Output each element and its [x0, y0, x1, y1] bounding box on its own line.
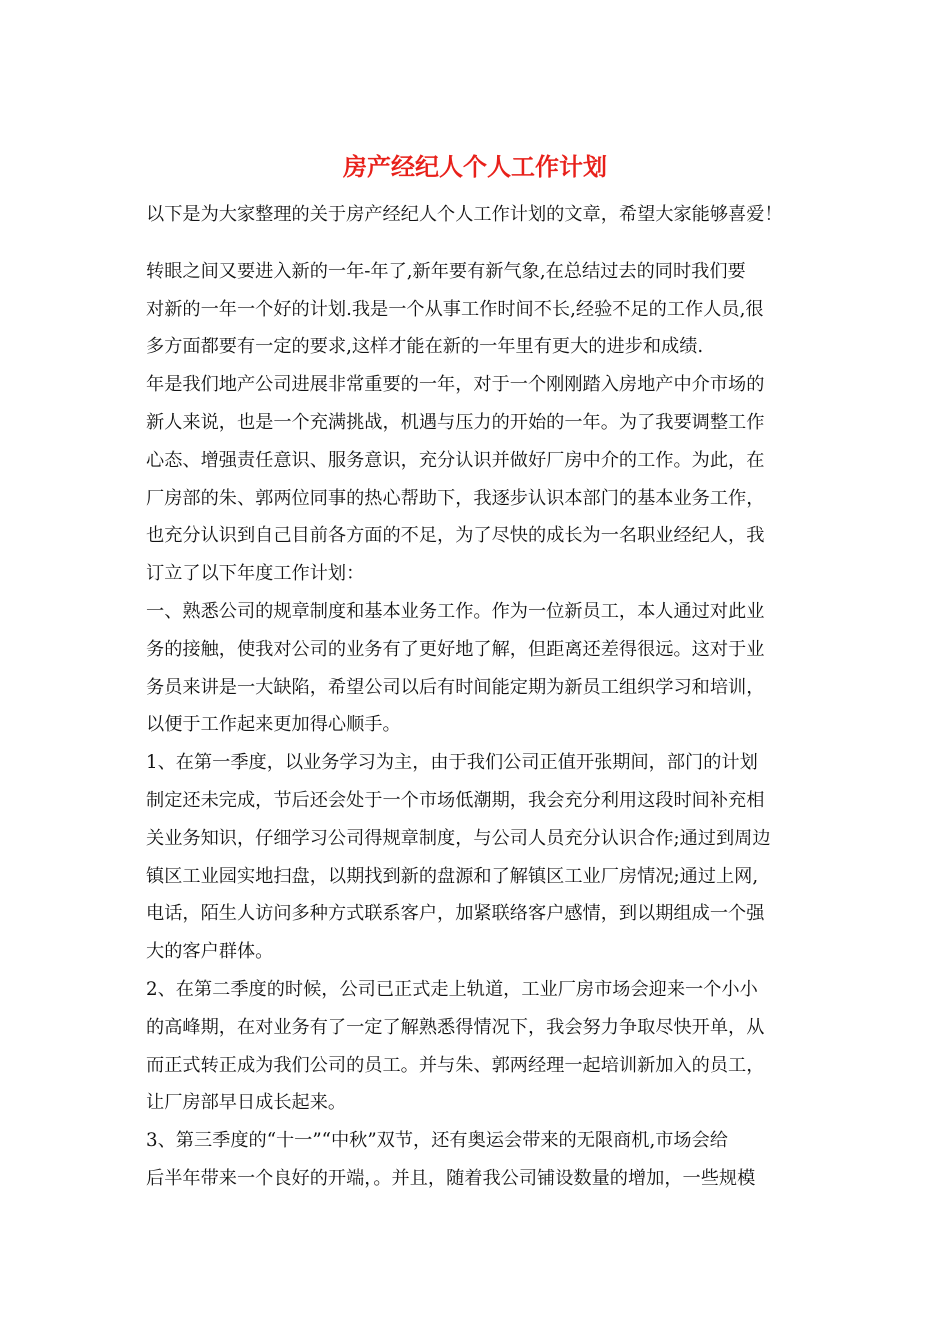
- text-line: 务的接触，使我对公司的业务有了更好地了解，但距离还差得很远。这对于业: [146, 638, 765, 660]
- text-line: 让厂房部早日成长起来。: [146, 1092, 347, 1114]
- document-title: 房产经纪人个人工作计划: [343, 152, 607, 181]
- text-line: 大的客户群体。: [146, 941, 274, 963]
- text-line: 订立了以下年度工作计划：: [146, 563, 365, 585]
- text-line: 电话，陌生人访问多种方式联系客户，加紧联络客户感情，到以期组成一个强: [146, 903, 765, 925]
- text-line: 多方面都要有一定的要求,这样才能在新的一年里有更大的进步和成绩.: [146, 336, 704, 358]
- paragraph-gap: [146, 234, 806, 253]
- text-line: 的高峰期，在对业务有了一定了解熟悉得情况下，我会努力争取尽快开单，从: [146, 1016, 765, 1038]
- intro-line: 以下是为大家整理的关于房产经纪人个人工作计划的文章，希望大家能够喜爱！: [146, 204, 783, 225]
- text-line: 关业务知识，仔细学习公司得规章制度，与公司人员充分认识合作;通过到周边: [146, 827, 771, 849]
- text-line: 镇区工业园实地扫盘，以期找到新的盘源和了解镇区工业厂房情况;通过上网,: [146, 865, 759, 887]
- text-line: 以便于工作起来更加得心顺手。: [146, 714, 401, 736]
- text-line: 年是我们地产公司进展非常重要的一年，对于一个刚刚踏入房地产中介市场的: [146, 374, 765, 396]
- text-line: 厂房部的朱、郭两位同事的热心帮助下，我逐步认识本部门的基本业务工作，: [146, 487, 765, 509]
- text-line: 务员来讲是一大缺陷，希望公司以后有时间能定期为新员工组织学习和培训，: [146, 676, 765, 698]
- text-line: 一、熟悉公司的规章制度和基本业务工作。作为一位新员工，本人通过对此业: [146, 600, 765, 622]
- text-line: 2、在第二季度的时候，公司已正式走上轨道，工业厂房市场会迎来一个小小: [146, 978, 758, 1000]
- text-line: 后半年带来一个良好的开端，。并且，随着我公司铺设数量的增加，一些规模: [146, 1167, 756, 1189]
- text-line: 新人来说，也是一个充满挑战，机遇与压力的开始的一年。为了我要调整工作: [146, 411, 765, 433]
- text-line: 3、第三季度的“十一”“中秋”双节，还有奥运会带来的无限商机,市场会给: [146, 1130, 728, 1152]
- text-line: 而正式转正成为我们公司的员工。并与朱、郭两经理一起培训新加入的员工，: [146, 1054, 765, 1076]
- document-body: [146, 196, 806, 1198]
- text-line: 1、在第一季度，以业务学习为主，由于我们公司正值开张期间，部门的计划: [146, 752, 758, 774]
- text-line: 对新的一年一个好的计划.我是一个从事工作时间不长,经验不足的工作人员,很: [146, 298, 764, 320]
- text-line: 也充分认识到自己目前各方面的不足，为了尽快的成长为一名职业经纪人，我: [146, 525, 765, 547]
- text-line: 心态、增强责任意识、服务意识，充分认识并做好厂房中介的工作。为此，在: [146, 449, 765, 471]
- text-line: 转眼之间又要进入新的一年-年了,新年要有新气象,在总结过去的同时我们要: [146, 260, 746, 282]
- text-line: 制定还未完成，节后还会处于一个市场低潮期，我会充分利用这段时间补充相: [146, 789, 765, 811]
